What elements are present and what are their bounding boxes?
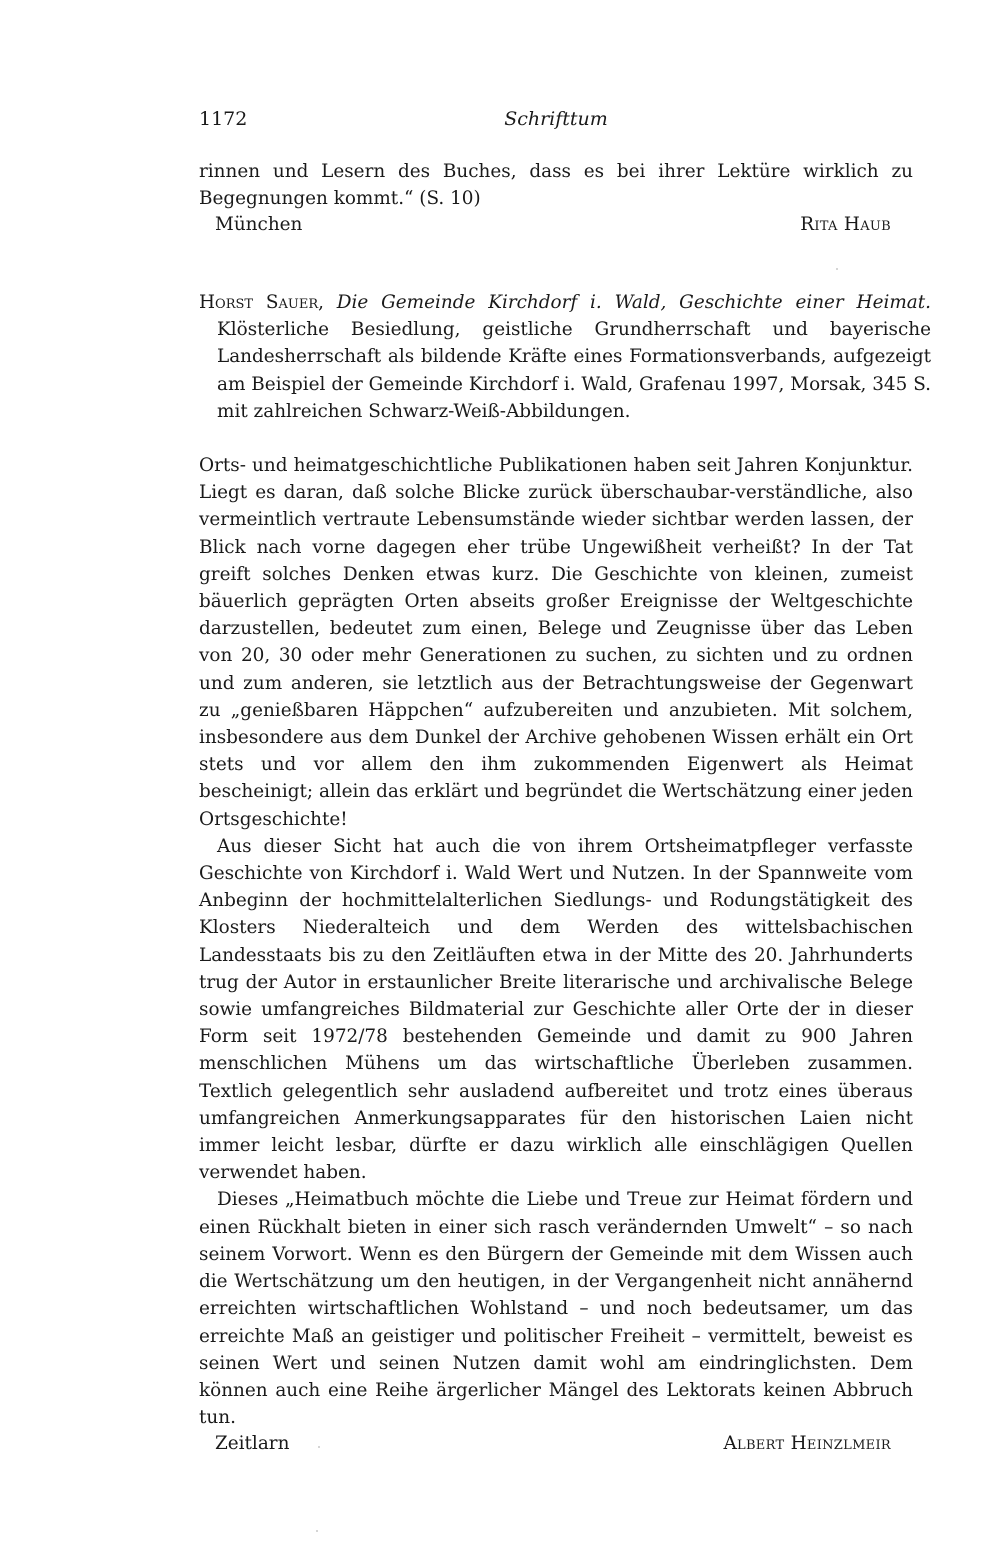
previous-review-signature xyxy=(215,214,891,242)
paper-speck xyxy=(318,1446,320,1448)
paper-speck xyxy=(836,268,838,270)
signature-reviewer: Rita Haub xyxy=(800,214,891,235)
signature-place: Zeitlarn xyxy=(215,1433,290,1454)
review-signature xyxy=(215,1433,891,1461)
review-paragraph: Aus dieser Sicht hat auch die von ihrem Ortsheimatpfleger verfasste Geschichte von Kirchdorf i. Wald Wert und Nutzen. In der Spannweite vom Anbeginn der hochmittelalterlichen Siedlungs- und Rodungstätigkeit des Klosters Niederalteich und dem Werden des wittelsbachischen Landesstaats bis zu den Zeitläuften etwa in der Mitte des 20. Jahrhunderts trug der Autor in erstaunlicher Breite literarische und archivalische Belege sowie umfangreiches Bildmaterial zur Geschichte aller Orte der in dieser Form seit 1972/78 bestehenden Gemeinde und damit zu 900 Jahren menschlichen Mühens um das wirtschaftliche Überleben zusammen. Textlich gelegentlich sehr ausladend aufbereitet und trotz eines überaus umfangreichen Anmerkungsapparates für den historischen Laien nicht immer leicht lesbar, dürfte er dazu wirklich alle einschlägigen Quellen verwendet haben. xyxy=(199,835,913,1184)
page-header xyxy=(199,108,913,138)
running-title: Schrifttum xyxy=(504,108,608,130)
page-number: 1172 xyxy=(199,108,248,130)
paper-speck xyxy=(316,1530,318,1532)
signature-place: München xyxy=(215,214,303,235)
book-details: Klösterliche Besiedlung, geistliche Grundherrschaft und bayerische Landesherrschaft als bildende Kräfte eines Formationsverbands, aufgezeigt am Beispiel der Gemeinde Kirchdorf i. Wald, Grafenau 1997, Morsak, 345 S. mit zahlreichen Schwarz-Weiß-Abbildungen. xyxy=(217,319,931,422)
review-body xyxy=(199,452,913,1431)
previous-review-ending: rinnen und Lesern des Buches, dass es bei ihrer Lektüre wirklich zu Begegnungen kommt.“ (S. 10) xyxy=(199,161,913,210)
review-paragraph: Dieses „Heimatbuch möchte die Liebe und Treue zur Heimat fördern und einen Rückhalt bieten in einer sich rasch verändernden Umwelt“ – so nach seinem Vorwort. Wenn es den Bürgern der Gemeinde mit dem Wissen auch die Wertschätzung um den heutigen, in der Vergangenheit nicht annähernd erreichten wirtschaftlichen Wohlstand – und noch bedeutsamer, um das erreichte Maß an geistiger und politischer Freiheit – vermittelt, beweist es seinen Wert und seinen Nutzen damit wohl am eindringlichsten. Dem können auch eine Reihe ärgerlicher Mängel des Lektorats keinen Abbruch tun. xyxy=(199,1189,913,1429)
bibliographic-entry xyxy=(199,289,931,425)
author-separator: , xyxy=(318,292,337,313)
book-title: Die Gemeinde Kirchdorf i. Wald, Geschichte einer Heimat. xyxy=(336,292,931,313)
review-paragraph: Orts- und heimatgeschichtliche Publikationen haben seit Jahren Konjunktur. Liegt es daran, daß solche Blicke zurück überschaubar-verständliche, also vermeintlich vertraute Lebensumstände wieder sichtbar werden lassen, der Blick nach vorne dagegen eher trübe Ungewißheit verheißt? In der Tat greift solches Denken etwas kurz. Die Geschichte von kleinen, zumeist bäuerlich geprägten Orten abseits großer Ereignisse der Weltgeschichte darzustellen, bedeutet zum einen, Belege und Zeugnisse über das Leben von 20, 30 oder mehr Generationen zu suchen, zu sichten und zu ordnen und zum anderen, sie letztlich aus der Betrachtungsweise der Gegenwart zu „genießbaren Häppchen“ aufzubereiten und anzubieten. Mit solchem, insbesondere aus dem Dunkel der Archive gehobenen Wissen erhält ein Ort stets und vor allem den ihm zukommenden Eigenwert als Heimat bescheinigt; allein das erklärt und begründet die Wertschätzung einer jeden Ortsgeschichte! xyxy=(199,455,913,830)
signature-reviewer: Albert Heinzlmeir xyxy=(723,1433,891,1454)
book-author: Horst Sauer xyxy=(199,292,319,313)
